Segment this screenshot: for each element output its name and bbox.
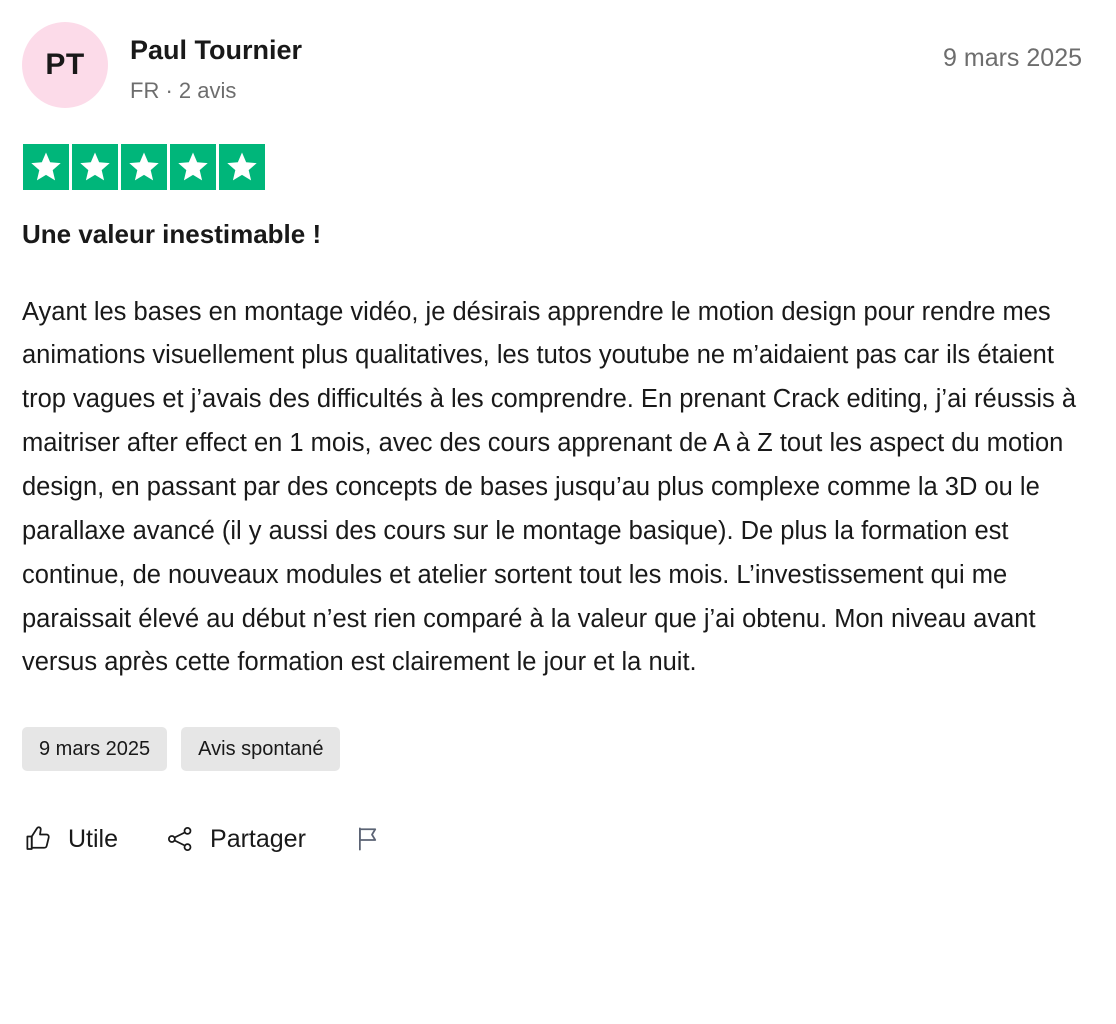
review-date: 9 mars 2025 — [943, 44, 1082, 72]
star-icon — [219, 144, 265, 190]
star-icon — [72, 144, 118, 190]
star-rating — [23, 144, 1082, 190]
share-label: Partager — [210, 824, 306, 853]
useful-button[interactable] — [22, 823, 118, 855]
consumer-text-block — [130, 22, 302, 104]
review-title: Une valeur inestimable ! — [22, 219, 322, 249]
review-text: Ayant les bases en montage vidéo, je désirais apprendre le motion design pour rendre mes animations visuellement plus qualitatives, les tutos youtube ne m’aidaient pas car ils étaient trop vagues et j’avais des difficultés à les comprendre. En prenant Crack editing, j’ai réussis à maitriser after effect en 1 mois, avec des cours apprenant de A à Z tout les aspect du motion design, en passant par des concepts de bases jusqu’au plus complexe comme la 3D ou le parallaxe avancé (il y aussi des cours sur le montage basique). De plus la formation est continue, de nouveaux modules et atelier sortent tout les mois. L’investissement qui me paraissait élevé au début n’est rien comparé à la valeur que j’ai obtenu. Mon niveau avant versus après cette formation est clairement le jour et la nuit. — [22, 297, 1084, 677]
thumbs-up-icon — [22, 823, 54, 855]
share-button[interactable] — [164, 823, 306, 855]
flag-icon — [352, 823, 384, 855]
star-icon — [121, 144, 167, 190]
consumer-info[interactable] — [22, 22, 302, 108]
review-tags — [22, 727, 1082, 771]
review-header — [22, 22, 1082, 108]
avatar-initials: PT — [45, 48, 85, 81]
report-button[interactable] — [352, 823, 398, 855]
consumer-name[interactable]: Paul Tournier — [130, 35, 303, 65]
useful-label: Utile — [68, 824, 119, 853]
review-actions — [22, 823, 1082, 855]
star-icon — [23, 144, 69, 190]
tag-date: 9 mars 2025 — [22, 727, 167, 771]
tag-source: Avis spontané — [181, 727, 340, 771]
share-icon — [164, 823, 196, 855]
consumer-meta: FR · 2 avis — [130, 77, 237, 103]
avatar — [22, 22, 108, 108]
star-icon — [170, 144, 216, 190]
